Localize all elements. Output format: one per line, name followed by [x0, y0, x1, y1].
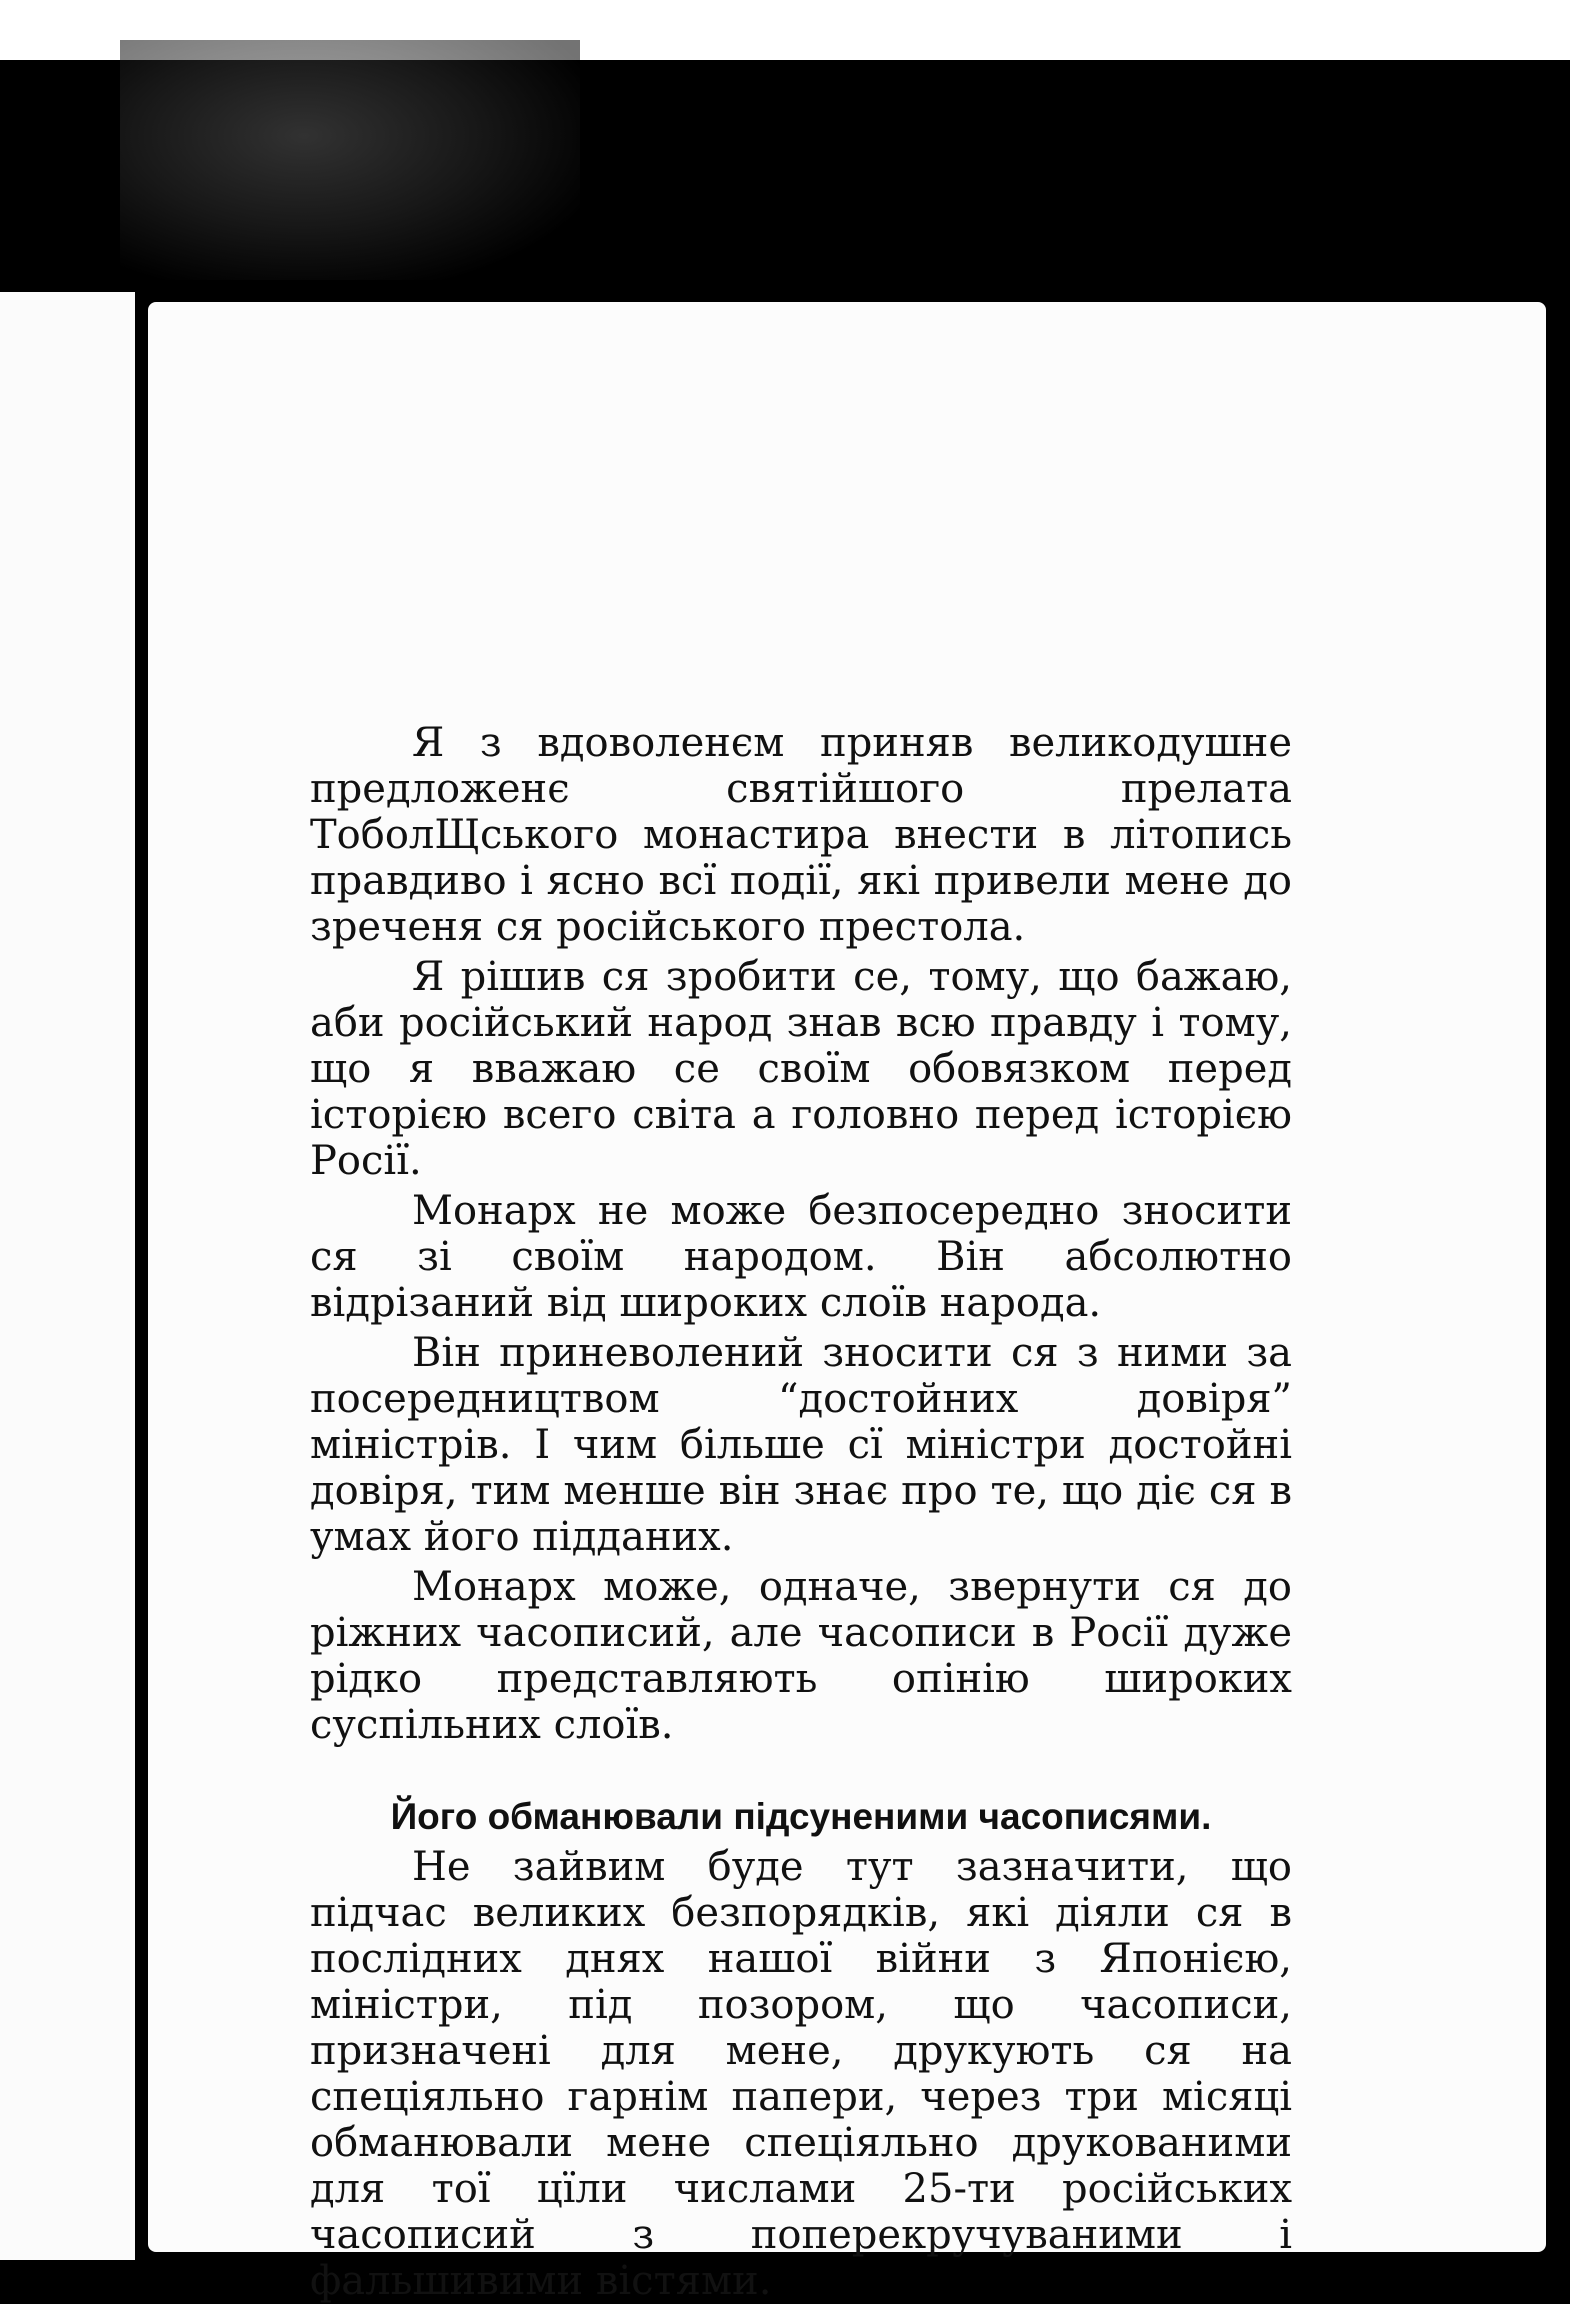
paragraph: Він приневолений зносити ся з ними за посередництвом “достойних довіря” міністрів. І чим більше сї міністри достойні довіря, тим менше він знає про те, що діє ся в умах його підданих. — [310, 1330, 1292, 1560]
section-heading: Його обманювали підсуненими часописями. — [390, 1796, 1212, 1837]
scan-background — [120, 40, 580, 280]
paragraph: Монарх може, одначе, звернути ся до ріжних часописий, але часописи в Росії дуже рідко представляють опінію широких суспільних слоїв. — [310, 1564, 1292, 1748]
adjacent-page-edge — [0, 292, 135, 2260]
paragraph: Не зайвим буде тут зазначити, що підчас великих безпорядків, які діяли ся в послідних днях нашої війни з Японією, міністри, під позором, що часописи, призначені для мене, друкують ся на спеціяльно гарнім папери, через три місяці обманювали мене спеціяльно друкованими для тої цїли числами 25-ти російських часописий з поперекручуваними і фальшивими вістями. — [310, 1844, 1292, 2304]
paragraph: Я рішив ся зробити се, тому, що бажаю, аби російський народ знав всю правду і тому, що я вважаю се своїм обовязком перед історією всего світа а головно перед історією Росії. — [310, 954, 1292, 1184]
paragraph: Монарх не може безпосередно зносити ся зі своїм народом. Він абсолютно відрізаний від широких слоїв народа. — [310, 1188, 1292, 1326]
document-body — [310, 720, 1292, 2304]
paragraph: Я з вдоволенєм приняв великодушне предложенє святійшого прелата ТоболЩського монастира внести в літопись правдиво і ясно всї події, які привели мене до зреченя ся російського престола. — [310, 720, 1292, 950]
